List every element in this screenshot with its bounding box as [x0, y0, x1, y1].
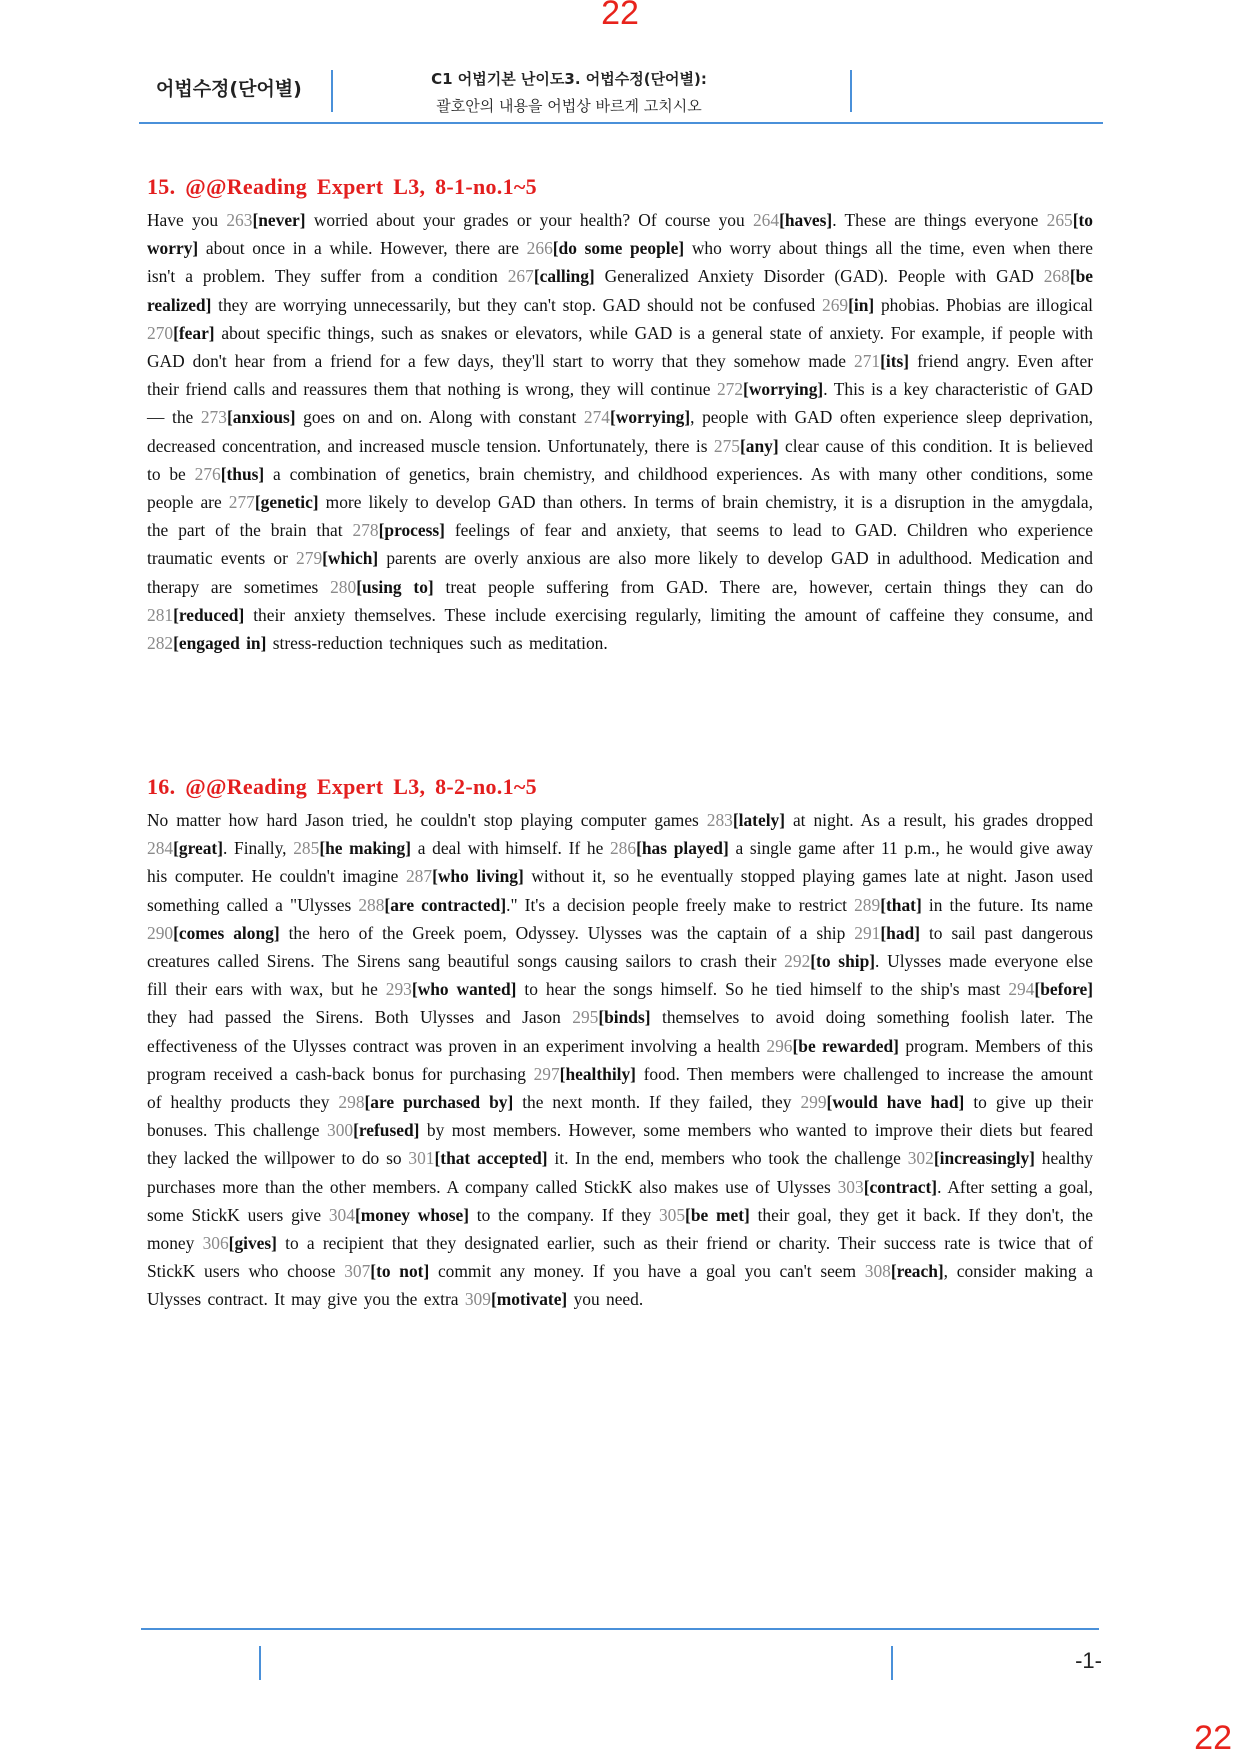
bracketed-item: [money whose]	[354, 1204, 469, 1225]
question-number: 277	[228, 492, 255, 513]
passage-segment: they are worrying unnecessarily, but they can't stop. GAD should not be confused	[211, 294, 822, 315]
question-number: 291	[854, 922, 881, 943]
bracketed-item: [to worry]	[147, 210, 1093, 259]
passage-segment: by most members. However, some members who wanted to improve their diets but feared they lacked the willpower to do so	[147, 1120, 1094, 1169]
passage-segment: treat people suffering from GAD. There are, however, certain things they can do	[433, 576, 1094, 597]
page-number-bottom: 22	[1194, 1719, 1232, 1757]
section-title: 16. @@Reading Expert L3, 8-2-no.1~5	[147, 774, 537, 799]
footer-rule	[141, 1628, 1099, 1630]
passage-segment: worried about your grades or your health? Of course you	[305, 210, 753, 230]
bracketed-item: [had]	[880, 922, 920, 943]
passage-segment: to sail past dangerous creatures called Sirens. The Sirens sang beautiful songs causing sailors to crash their	[147, 922, 1093, 972]
bracketed-item: [who living]	[432, 866, 524, 887]
passage-segment: phobias. Phobias are illogical	[874, 294, 1093, 315]
question-number: 290	[147, 922, 174, 943]
question-number: 264	[752, 210, 780, 230]
question-number: 281	[147, 604, 174, 625]
bracketed-item: [calling]	[533, 266, 595, 287]
header-title: 어법수정(단어별)	[156, 78, 302, 100]
bracketed-item: [engaged in]	[173, 633, 267, 654]
page-header	[139, 64, 1103, 124]
passage-segment: who worry about things all the time, even when there isn't a problem. They suffer from a condition	[147, 238, 1094, 287]
footer-page-label: -1-	[1075, 1648, 1102, 1673]
question-number: 289	[854, 894, 881, 915]
bracketed-item: [genetic]	[254, 492, 319, 513]
passage-segment: their anxiety themselves. These include exercising regularly, limiting the amount of caffeine they consume, and	[244, 604, 1093, 625]
passage-segment: the next month. If they failed, they	[513, 1092, 801, 1113]
bracketed-item: [he making]	[319, 838, 412, 859]
question-number: 303	[837, 1176, 864, 1197]
bracketed-item: [that]	[880, 894, 922, 915]
bracketed-item: [do some people]	[552, 238, 685, 259]
question-number: 307	[344, 1261, 371, 1282]
bracketed-item: [healthily]	[559, 1063, 636, 1084]
question-number: 284	[147, 838, 174, 859]
bracketed-item: [that accepted]	[434, 1148, 548, 1169]
bracketed-item: [fear]	[173, 322, 215, 343]
bracketed-item: [before]	[1034, 979, 1094, 1000]
passage-segment: . After setting a goal, some StickK users give	[147, 1176, 1093, 1225]
header-instruction-line1: C1 어법기본 난이도3. 어법수정(단어별):	[431, 70, 707, 88]
passage-text	[147, 806, 1093, 1314]
bracketed-item: [never]	[252, 210, 306, 230]
bracketed-item: [binds]	[598, 1007, 651, 1028]
passage-segment: to hear the songs himself. So he tied himself to the ship's mast	[516, 979, 1009, 1000]
question-number: 270	[147, 322, 174, 343]
question-number: 308	[864, 1261, 891, 1282]
bracketed-item: [which]	[322, 548, 379, 569]
passage-segment: . Finally,	[222, 838, 294, 859]
bracketed-item: [any]	[739, 435, 779, 456]
passage-segment: to the company. If they	[468, 1204, 659, 1225]
question-number: 297	[533, 1063, 560, 1084]
passage-segment: a combination of genetics, brain chemistry, and childhood experiences. As with many other conditions, some people are	[147, 463, 1093, 513]
question-number: 292	[784, 951, 811, 972]
footer-divider-right	[891, 1646, 893, 1680]
question-number: 282	[147, 633, 174, 654]
bracketed-item: [worrying]	[609, 407, 691, 428]
passage-segment: to give up their bonuses. This challenge	[147, 1092, 1093, 1141]
bracketed-item: [are purchased by]	[364, 1092, 514, 1113]
passage-segment: . This is a key characteristic of GAD — the	[147, 379, 1093, 428]
passage-segment: their goal, they get it back. If they don't, the money	[147, 1204, 1093, 1254]
bracketed-item: [lately]	[732, 810, 786, 830]
bracketed-item: [refused]	[353, 1120, 420, 1141]
bracketed-item: [be rewarded]	[792, 1035, 899, 1056]
passage-segment: stress-reduction techniques such as meditation.	[266, 633, 608, 654]
passage-segment: goes on and on. Along with constant	[295, 407, 584, 428]
passage-segment: to a recipient that they designated earlier, such as their friend or charity. Their success rate is twice that of StickK users who choose	[147, 1233, 1093, 1282]
passage-segment: , people with GAD often experience sleep deprivation, decreased concentration, and increased muscle tension. Unfortunately, there is	[147, 407, 1093, 456]
passage-segment: themselves to avoid doing something foolish later. The effectiveness of the Ulysses contract was proven in an experiment involving a health	[147, 1007, 1093, 1056]
footer-divider-left	[259, 1646, 261, 1680]
question-number: 294	[1008, 979, 1035, 1000]
question-number: 295	[572, 1007, 599, 1028]
passage-segment: Have you	[147, 210, 227, 230]
question-number: 271	[854, 351, 881, 372]
question-number: 299	[800, 1092, 827, 1113]
question-number: 266	[526, 238, 553, 259]
passage-segment: a single game after 11 p.m., he would give away his computer. He couldn't imagine	[147, 838, 1093, 887]
bracketed-item: [its]	[880, 351, 910, 372]
question-number: 265	[1046, 210, 1073, 230]
passage-segment: clear cause of this condition. It is believed to be	[147, 435, 1094, 484]
passage-segment: it. In the end, members who took the challenge	[547, 1148, 908, 1169]
bracketed-item: [who wanted]	[411, 979, 517, 1000]
header-instructions	[339, 66, 799, 120]
bracketed-item: [thus]	[220, 463, 265, 484]
header-divider-left	[331, 70, 333, 112]
passage-text	[147, 206, 1093, 657]
bracketed-item: [using to]	[356, 576, 434, 597]
question-number: 300	[327, 1120, 354, 1141]
question-number: 278	[352, 520, 379, 541]
bracketed-item: [in]	[848, 294, 875, 315]
header-instruction-line2: 괄호안의 내용을 어법상 바르게 고치시오	[436, 97, 702, 115]
question-number: 302	[907, 1148, 934, 1169]
bracketed-item: [has played]	[636, 838, 729, 859]
question-number: 296	[766, 1035, 793, 1056]
question-number: 287	[405, 866, 433, 887]
bracketed-item: [gives]	[228, 1233, 277, 1254]
header-rule	[139, 122, 1103, 124]
bracketed-item: [be met]	[685, 1204, 750, 1225]
question-number: 269	[822, 294, 849, 315]
question-number: 279	[296, 548, 323, 569]
question-number: 285	[293, 838, 320, 859]
bracketed-item: [increasingly]	[933, 1148, 1035, 1169]
question-number: 268	[1043, 266, 1070, 287]
bracketed-item: [haves]	[779, 210, 833, 230]
passage-segment: food. Then members were challenged to increase the amount of healthy products they	[147, 1063, 1094, 1113]
question-number: 272	[716, 379, 744, 400]
passage-segment: in the future. Its name	[921, 894, 1093, 915]
passage-segment: a deal with himself. If he	[411, 838, 610, 859]
header-divider-right	[850, 70, 852, 112]
question-number: 286	[609, 838, 637, 859]
question-number: 274	[583, 407, 610, 428]
passage-segment: you need.	[567, 1289, 644, 1310]
question-number: 288	[358, 894, 385, 915]
bracketed-item: [motivate]	[490, 1289, 568, 1310]
question-number: 301	[408, 1148, 435, 1169]
question-number: 306	[202, 1233, 229, 1254]
passage-segment: . These are things everyone	[832, 210, 1047, 230]
passage-segment: about once in a while. However, there are	[198, 238, 527, 259]
bracketed-item: [would have had]	[826, 1092, 965, 1113]
question-number: 263	[226, 210, 253, 230]
passage-segment: Generalized Anxiety Disorder (GAD). People with GAD	[594, 266, 1044, 287]
passage-segment: , consider making a Ulysses contract. It may give you the extra	[147, 1261, 1093, 1310]
bracketed-item: [reach]	[890, 1261, 944, 1282]
question-number: 293	[385, 979, 412, 1000]
page-number-top: 22	[601, 0, 639, 32]
passage-segment: more likely to develop GAD than others. In terms of brain chemistry, it is a disruption in the amygdala, the part of the brain that	[147, 492, 1094, 541]
passage-segment: friend angry. Even after their friend calls and reassures them that nothing is wrong, they will continue	[147, 351, 1094, 400]
passage-segment: without it, so he eventually stopped playing games late at night. Jason used something called a "Ulysses	[147, 866, 1093, 915]
bracketed-item: [reduced]	[173, 604, 245, 625]
passage-segment: No matter how hard Jason tried, he couldn't stop playing computer games	[147, 810, 707, 830]
passage-segment: program. Members of this program received a cash-back bonus for purchasing	[147, 1035, 1093, 1084]
bracketed-item: [to not]	[370, 1261, 430, 1282]
bracketed-item: [anxious]	[226, 407, 296, 428]
passage-segment: ." It's a decision people freely make to restrict	[506, 894, 855, 915]
bracketed-item: [to ship]	[810, 951, 876, 972]
bracketed-item: [contract]	[863, 1176, 938, 1197]
bracketed-item: [comes along]	[173, 922, 280, 943]
passage-segment: commit any money. If you have a goal you can't seem	[429, 1261, 865, 1282]
question-number: 275	[713, 435, 740, 456]
question-number: 276	[194, 463, 221, 484]
bracketed-item: [great]	[173, 838, 223, 859]
passage-segment: the hero of the Greek poem, Odyssey. Ulysses was the captain of a ship	[279, 922, 855, 943]
passage-segment: . Ulysses made everyone else fill their ears with wax, but he	[147, 951, 1093, 1000]
question-number: 305	[658, 1204, 686, 1225]
bracketed-item: [worrying]	[743, 379, 824, 400]
passage-segment: about specific things, such as snakes or elevators, while GAD is a general state of anxiety. For example, if people with GAD don't hear from a friend for a few days, they'll start to worry that they somehow made	[147, 322, 1093, 372]
section-15	[147, 174, 1093, 657]
question-number: 298	[338, 1092, 365, 1113]
question-number: 304	[328, 1204, 355, 1225]
question-number: 283	[706, 810, 733, 830]
bracketed-item: [process]	[378, 520, 445, 541]
section-16	[147, 774, 1093, 1314]
passage-segment: healthy purchases more than the other members. A company called StickK also makes use of Ulysses	[147, 1148, 1093, 1197]
passage-segment: at night. As a result, his grades dropped	[785, 810, 1094, 830]
passage-segment: they had passed the Sirens. Both Ulysses and Jason	[147, 1007, 573, 1028]
bracketed-item: [be realized]	[147, 266, 1093, 315]
bracketed-item: [are contracted]	[384, 894, 507, 915]
question-number: 280	[330, 576, 357, 597]
question-number: 273	[200, 407, 227, 428]
question-number: 309	[464, 1289, 491, 1310]
passage-segment: feelings of fear and anxiety, that seems to lead to GAD. Children who experience traumatic events or	[147, 520, 1093, 569]
question-number: 267	[507, 266, 534, 287]
passage-segment: parents are overly anxious are also more likely to develop GAD in adulthood. Medication and therapy are sometimes	[147, 548, 1094, 597]
section-title: 15. @@Reading Expert L3, 8-1-no.1~5	[147, 174, 537, 199]
